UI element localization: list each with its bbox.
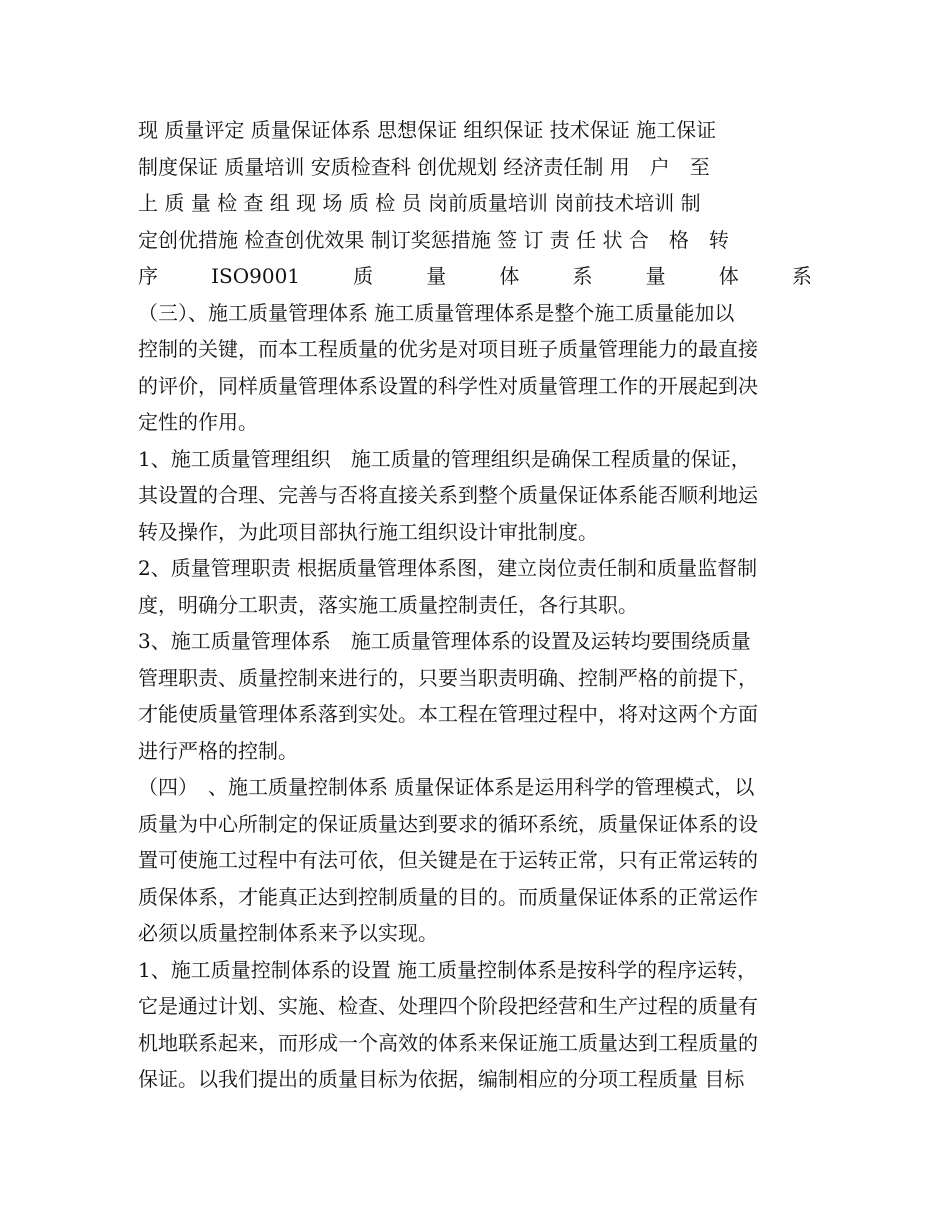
spread-word: 体 [718, 264, 739, 288]
text-line: 必须以质量控制体系来予以实现。 [138, 921, 438, 945]
spread-word: 系 [572, 264, 593, 288]
text-line: 其设置的合理、完善与否将直接关系到整个质量保证体系能否顺利地运 [138, 483, 758, 507]
spread-word: 体 [499, 264, 520, 288]
text-line: 1、施工质量管理组织 施工质量的管理组织是确保工程质量的保证， [138, 446, 751, 471]
spread-word: 系 [791, 264, 812, 288]
text-line: （三）、施工质量管理体系 施工质量管理体系是整个施工质量能加以 [138, 300, 735, 325]
document-body [138, 112, 812, 1098]
text-line: 转及操作，为此项目部执行施工组织设计审批制度。 [138, 519, 598, 544]
spread-word: 量 [645, 264, 666, 288]
text-line: 度，明确分工职责，落实施工质量控制责任，各行其职。 [138, 592, 638, 617]
text-line: 质量为中心所制定的保证质量达到要求的循环系统，质量保证体系的设 [138, 811, 758, 836]
text-line: 控制的关键，而本工程质量的优劣是对项目班子质量管理能力的最直接 [138, 337, 758, 361]
text-line: 现 质量评定 质量保证体系 思想保证 组织保证 技术保证 施工保证 [138, 118, 717, 142]
text-line: 才能使质量管理体系落到实处。本工程在管理过程中，将对这两个方面 [138, 702, 758, 726]
text-line: 的评价，同样质量管理体系设置的科学性对质量管理工作的开展起到决 [138, 373, 758, 398]
text-line: 质保体系，才能真正达到控制质量的目的。而质量保证体系的正常运作 [138, 884, 758, 909]
text-line: 进行严格的控制。 [138, 738, 298, 763]
text-line: 上 质 量 检 查 组 现 场 质 检 员 岗前质量培训 岗前技术培训 制 [138, 191, 701, 215]
text-line: 定创优措施 检查创优效果 制订奖惩措施 签 订 责 任 状 合 格 转 [138, 227, 729, 252]
text-line: 1、施工质量控制体系的设置 施工质量控制体系是按科学的程序运转， [138, 957, 758, 982]
text-line: 制度保证 质量培训 安质检查科 创优规划 经济责任制 用 户 至 [138, 154, 710, 179]
text-line: 定性的作用。 [138, 410, 258, 434]
text-line: 机地联系起来，而形成一个高效的体系来保证施工质量达到工程质量的 [138, 1030, 758, 1055]
text-line: 它是通过计划、实施、检查、处理四个阶段把经营和生产过程的质量有 [138, 994, 758, 1018]
text-line: 2、质量管理职责 根据质量管理体系图，建立岗位责任制和质量监督制 [138, 556, 758, 580]
text-line: 保证。以我们提出的质量目标为依据，编制相应的分项工程质量 目标 [138, 1067, 745, 1091]
text-line: （四） 、施工质量控制体系 质量保证体系是运用科学的管理模式，以 [138, 775, 755, 799]
spread-word: 量 [426, 264, 447, 288]
text-line: 管理职责、质量控制来进行的，只要当职责明确、控制严格的前提下， [138, 665, 758, 690]
spread-word: 质 [353, 264, 374, 288]
spread-text-line [138, 258, 812, 295]
spread-word: 序 [138, 264, 158, 288]
spread-word: ISO9001 [211, 264, 301, 288]
text-line: 置可使施工过程中有法可依，但关键是在于运转正常，只有正常运转的 [138, 848, 758, 872]
text-line: 3、施工质量管理体系 施工质量管理体系的设置及运转均要围绕质量 [138, 629, 751, 653]
